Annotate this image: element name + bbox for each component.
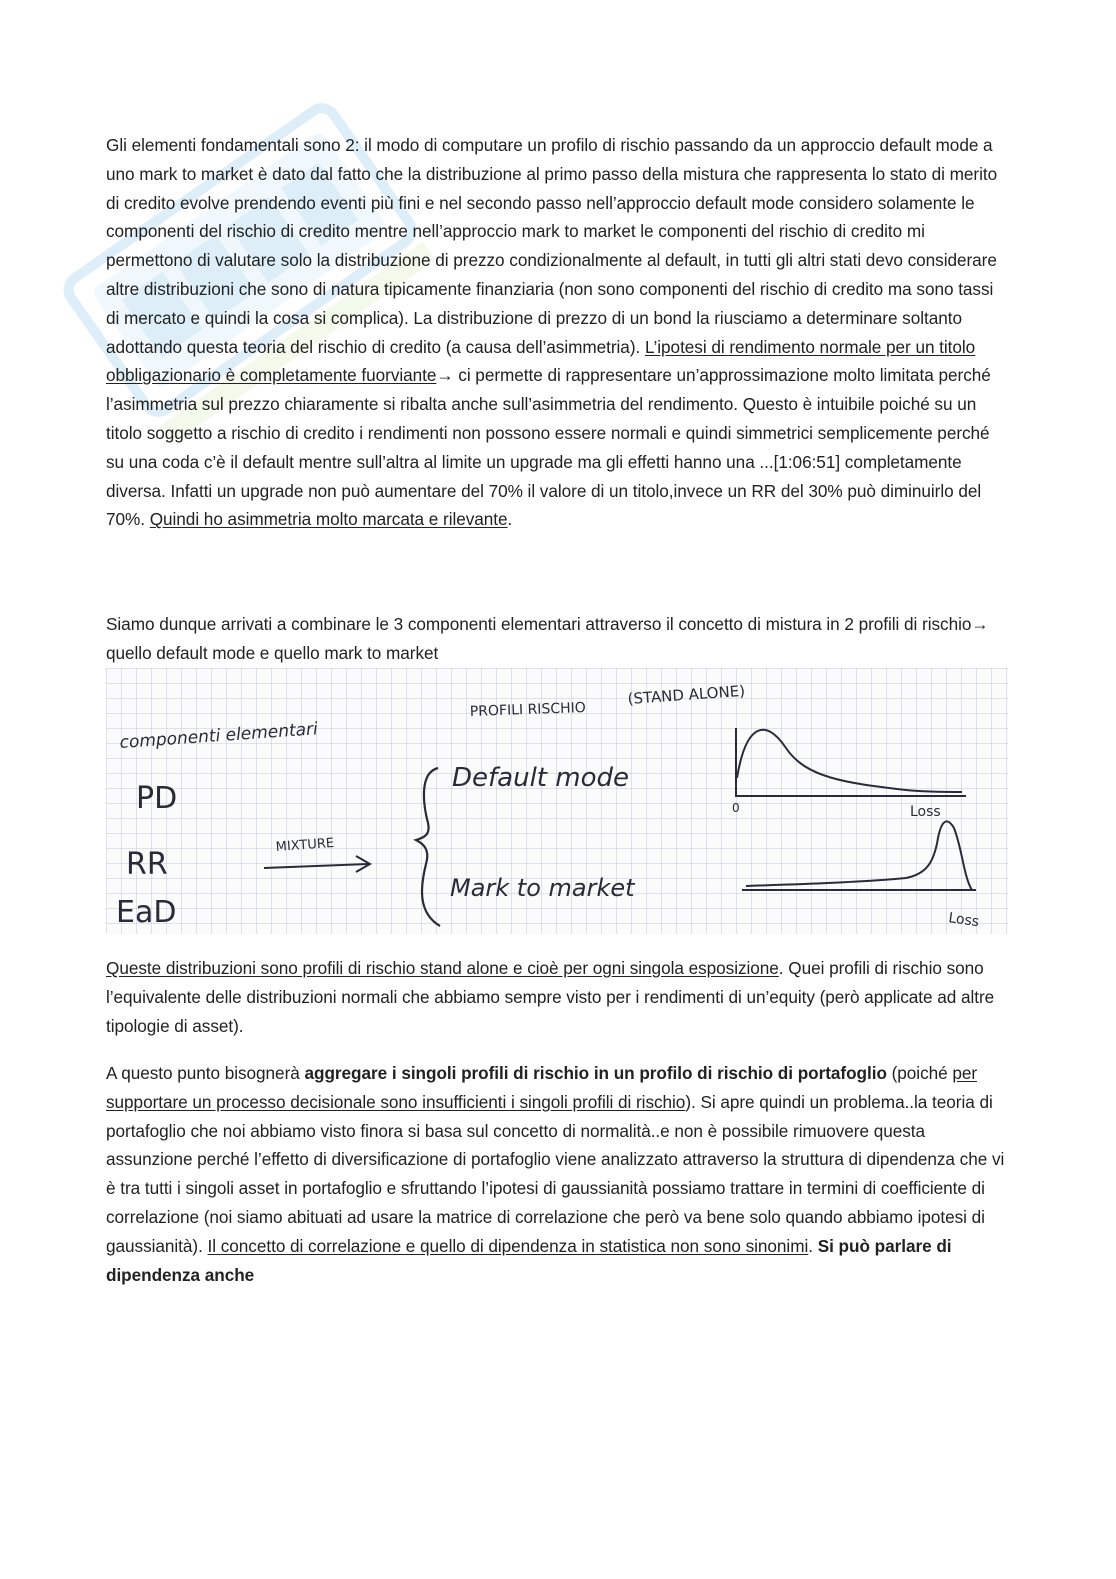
paragraph-text: . Quei profili di rischio sono l’equivalente delle distribuzioni normali che abbiamo sempre visto per i rendimenti di un’equity (però applicate ad altre tipologie di asset). (106, 958, 995, 1036)
arrow-icon: → (971, 614, 989, 634)
paragraph-text: . (507, 509, 513, 530)
paragraph-text: ). Si apre quindi un problema..la teoria di portafoglio che noi abbiamo visto finora si basa sul concetto di normalità..e non è possibile rimuovere questa assunzione perché l’effetto di diversificazione di portafoglio viene analizzato attraverso la struttura di dipendenza che vi è tra tutti i singoli asset in portafoglio e sfruttando l’ipotesi di gaussianità possiamo trattare in termini di coefficiente di correlazione (noi siamo abituati ad usare la matrice di correlazione che però va bene solo quando abbiamo ipotesi di gaussianità). (106, 1091, 1005, 1256)
arrow-icon: → (436, 365, 454, 386)
bold-statement: aggregare i singoli profili di rischio in un profilo di rischio di portafoglio (304, 1063, 887, 1083)
underlined-statement: Queste distribuzioni sono profili di rischio stand alone e cioè per ogni singola esposizione (106, 958, 779, 978)
underlined-statement: Il concetto di correlazione e quello di dipendenza in statistica non sono sinonimi (207, 1235, 809, 1256)
brace-icon (416, 768, 440, 926)
paragraph-portfolio-aggregation (106, 1059, 1011, 1289)
sketch-component-rr: RR (126, 847, 168, 882)
sketch-profiles-note: (STAND ALONE) (627, 681, 746, 708)
sketch-axis-zero: 0 (732, 801, 740, 815)
sketch-loss-label: Loss (947, 910, 981, 931)
underlined-statement: per supportare un processo decisionale sono insufficienti i singoli profili di rischio (106, 1063, 978, 1112)
paragraph-text: (poiché (886, 1063, 953, 1083)
sketch-mixture-label: MIXTURE (275, 835, 335, 855)
sketch-mark-to-market-label: Mark to market (450, 874, 635, 902)
underlined-statement: Quindi ho asimmetria molto marcata e rilevante (149, 509, 508, 530)
sketch-component-pd: PD (136, 781, 178, 816)
mark-to-market-distribution-chart (742, 821, 980, 930)
paragraph-text: quello default mode e quello mark to market (106, 642, 439, 663)
paragraph-text: A questo punto bisognerà (106, 1063, 305, 1083)
paragraph-text: Gli elementi fondamentali sono 2: il modo di computare un profilo di rischio passando da un approccio default mode a uno mark to market è dato dal fatto che la distribuzione al primo passo della mistura che rappresenta lo stato di merito di credito evolve prendendo eventi più fini e nel secondo passo nell’approccio default mode considero solamente le componenti del rischio di credito mentre nell’approccio mark to market le componenti del rischio di credito mi permettono di valutare solo la distribuzione di prezzo condizionalmente al default, in tutti gli altri stati devo considerare altre distribuzioni che sono di natura tipicamente finanziaria (non sono componenti del rischio di credito ma sono tassi di mercato e quindi la cosa si complica). La distribuzione di prezzo di un bond la riusciamo a determinare soltanto adottando questa teoria del rischio di credito (a causa dell’asimmetria). (106, 135, 998, 357)
mixture-arrow-icon (264, 856, 370, 872)
default-mode-distribution-chart (732, 728, 966, 820)
sketch-left-title: componenti elementari (118, 719, 319, 753)
paragraph-stand-alone-profiles (106, 954, 1011, 1040)
handwritten-sketch-figure (106, 668, 1008, 934)
sketch-component-ead: EaD (116, 895, 177, 930)
paragraph-text: . (808, 1235, 818, 1256)
paragraph-default-vs-mark-to-market (106, 131, 1011, 534)
sketch-profiles-title: PROFILI RISCHIO (469, 699, 587, 720)
underlined-statement: L’ipotesi di rendimento normale per un titolo obbligazionario è completamente fuorviante (106, 336, 976, 386)
sketch-default-mode-label: Default mode (452, 763, 629, 793)
paragraph-text: Siamo dunque arrivati a combinare le 3 componenti elementari attraverso il concetto di mistura in 2 profili di rischio (106, 614, 972, 634)
sketch-loss-label: Loss (910, 804, 941, 820)
paragraph-text: ci permette di rappresentare un’approssimazione molto limitata perché l’asimmetria sul prezzo chiaramente si ribalta anche sull’asimmetria del rendimento. Questo è intuibile poiché su un titolo soggetto a rischio di credito i rendimenti non possono essere normali e quindi simmetrici semplicemente perché su una coda c’è il default mentre sull’altra al limite un upgrade ma gli effetti hanno una ...[1:06:51] completamente diversa. Infatti un upgrade non può aumentare del 70% il valore di un titolo,invece un RR del 30% può diminuirlo del 70%. (106, 365, 991, 530)
paragraph-mixture-intro (106, 610, 1011, 668)
bold-statement: Si può parlare di dipendenza anche (106, 1235, 952, 1285)
